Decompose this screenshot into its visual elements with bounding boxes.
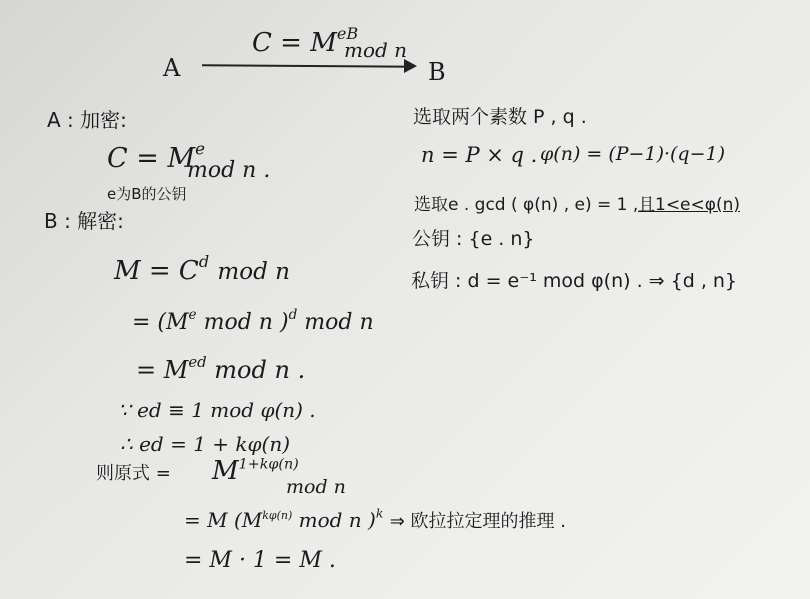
arrow-line (202, 64, 414, 67)
step5-k: k (375, 505, 384, 521)
node-b: B (428, 58, 446, 86)
step5-mod: mod n ) (298, 508, 376, 532)
right-line3-gcd: 选取e . gcd ( φ(n) , e) = 1 , (414, 195, 639, 215)
step2-exponent-e: e (188, 306, 197, 323)
public-key-line: 公钥 : {e . n} (412, 228, 535, 250)
therefore-line: ∴ ed = 1 + kφ(n) (120, 432, 290, 456)
step3-exponent: ed (188, 352, 207, 371)
header-formula-exponent: eB (336, 23, 359, 43)
step1-exponent: d (198, 251, 210, 271)
because-line: ∵ ed ≡ 1 mod φ(n) . (118, 398, 316, 422)
orig-exponent: 1+kφ(n) (238, 456, 299, 473)
step2-mod: mod n ) (203, 310, 289, 335)
step2-exponent-d: d (288, 306, 298, 323)
step1-lhs: M = C (114, 256, 199, 286)
decrypt-title: B : 解密: (44, 209, 124, 233)
orig-base: M (212, 456, 239, 486)
encrypt-title: A : 加密: (47, 108, 127, 132)
step5-euler-note: ⇒ 欧拉拉定理的推理 . (389, 511, 566, 532)
header-formula-lhs: C = M (252, 28, 337, 58)
arrow-head (404, 59, 417, 73)
decrypt-step1 (114, 251, 290, 286)
cipher-mod: mod n . (187, 158, 271, 183)
header-formula-mod: mod n (344, 38, 408, 62)
cipher-lhs: C = M (107, 143, 196, 174)
right-line2-n: n = P × q . (421, 143, 538, 167)
orig-mod: mod n (286, 476, 346, 498)
step3-lhs: = M (136, 356, 189, 384)
step2-open: = (M (132, 310, 189, 335)
step3-mod: mod n . (214, 356, 306, 384)
step2-mod-n: mod n (304, 310, 374, 335)
node-a: A (163, 54, 181, 82)
decrypt-step5 (184, 505, 566, 532)
decrypt-step6: = M · 1 = M . (184, 548, 336, 573)
step5-open: = M (M (184, 508, 263, 532)
header-formula (252, 23, 359, 58)
decrypt-step3 (136, 352, 306, 384)
step1-mod: mod n (217, 259, 290, 285)
right-line3-range: 且1<e<φ(n) (638, 195, 741, 215)
cipher-exponent: e (195, 138, 205, 159)
e-note: e为B的公钥 (107, 185, 187, 203)
decrypt-step2 (132, 306, 374, 335)
right-line1: 选取两个素数 P , q . (413, 106, 587, 128)
orig-label: 则原式 = (96, 463, 171, 484)
right-line2-phi: φ(n) = (P−1)·(q−1) (540, 143, 726, 165)
private-key-line: 私钥 : d = e⁻¹ mod φ(n) . ⇒ {d , n} (411, 270, 738, 292)
step5-exponent: kφ(n) (262, 508, 293, 522)
